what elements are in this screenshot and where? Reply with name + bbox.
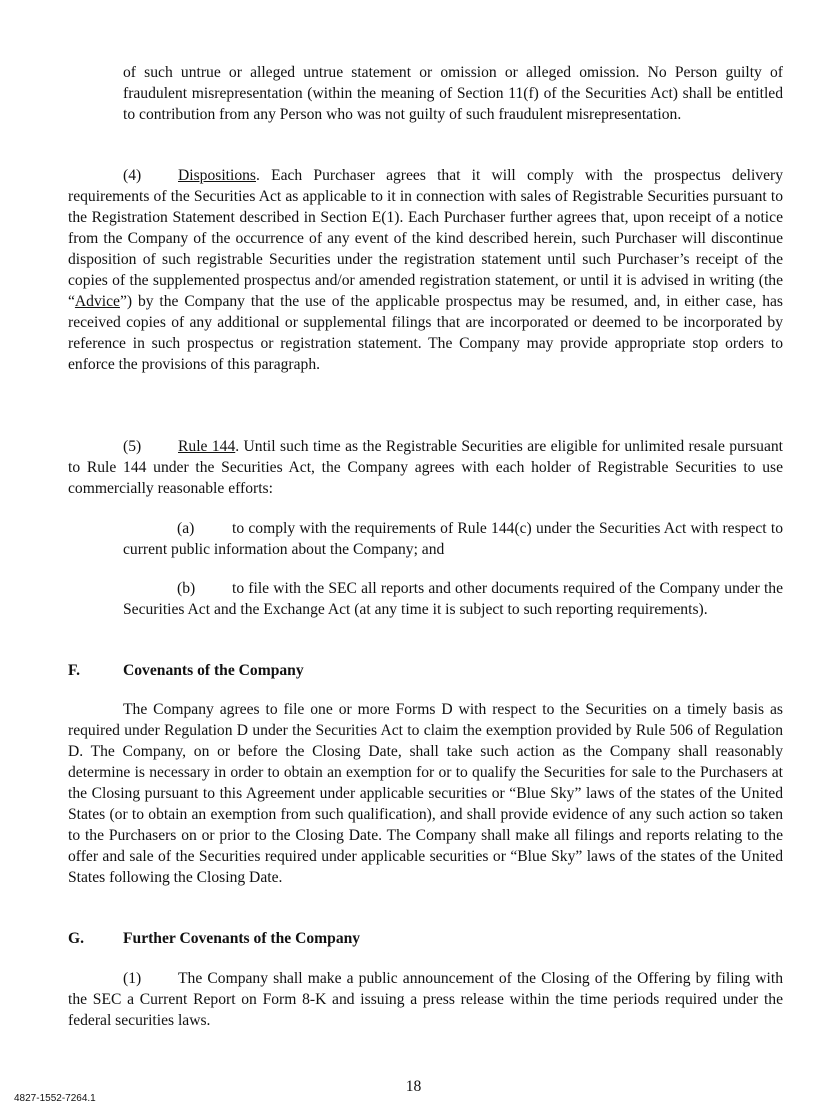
section-g-letter: G. — [68, 930, 85, 947]
paragraph-5-rule-144 — [68, 436, 783, 499]
paragraph-4-title: Dispositions — [178, 167, 256, 184]
paragraph-4-text-b: ”) by the Company that the use of the applicable prospectus may be resumed, and, in either case, has received copies of any additional or supplemental filings that are incorporated or deemed to be incorporated by reference in such prospectus or registration statement. The Company may provide appropriate stop orders to enforce the provisions of this paragraph. — [68, 293, 783, 373]
item-b-label: (b) — [177, 580, 196, 597]
paragraph-5-text: . Until such time as the Registrable Securities are eligible for unlimited resale pursuant to Rule 144 under the Securities Act, the Company agrees with each holder of Registrable Securities to use commercially reasonable efforts: — [68, 438, 784, 497]
section-g-item-1-text: The Company shall make a public announcement of the Closing of the Offering by filing with the SEC a Current Report on Form 8-K and issuing a press release within the time periods required under the federal securities laws. — [68, 970, 783, 1029]
section-g-item-1 — [68, 968, 783, 1031]
continued-paragraph — [123, 62, 783, 125]
section-g-title: Further Covenants of the Company — [123, 930, 361, 947]
section-g-heading — [68, 928, 360, 949]
continued-paragraph-text: of such untrue or alleged untrue statement or omission or alleged omission. No Person guilty of fraudulent misrepresentation (within the meaning of Section 11(f) of the Securities Act) shall be entitled to contribution from any Person who was not guilty of such fraudulent misrepresentation. — [123, 64, 783, 123]
section-g-item-1-number: (1) — [123, 970, 142, 987]
document-id: 4827-1552-7264.1 — [14, 1093, 96, 1104]
item-b-text: to file with the SEC all reports and other documents required of the Company under the Securities Act and the Exchange Act (at any time it is subject to such reporting requirements). — [123, 580, 783, 618]
item-a — [123, 518, 783, 560]
item-b — [123, 578, 783, 620]
paragraph-4-dispositions — [68, 165, 783, 375]
item-a-label: (a) — [177, 520, 195, 537]
advice-defined-term: Advice — [74, 293, 120, 310]
section-f-heading — [68, 660, 304, 681]
paragraph-5-number: (5) — [123, 438, 142, 455]
section-f-paragraph — [68, 699, 783, 888]
page-number: 18 — [405, 1078, 422, 1095]
section-f-title: Covenants of the Company — [123, 662, 304, 679]
paragraph-5-title: Rule 144 — [178, 438, 236, 455]
item-a-text: to comply with the requirements of Rule 144(c) under the Securities Act with respect to current public information about the Company; and — [123, 520, 783, 558]
section-f-text: The Company agrees to file one or more Forms D with respect to the Securities on a timely basis as required under Regulation D under the Securities Act to claim the exemption provided by Rule 506 of Regulation D. The Company, on or before the Closing Date, shall take such action as the Company shall reasonably determine is necessary in order to obtain an exemption for or to qualify the Securities for sale to the Purchasers at the Closing pursuant to this Agreement under applicable securities or “Blue Sky” laws of the states of the United States (or to obtain an exemption from such qualification), and shall provide evidence of any such action so taken to the Purchasers on or prior to the Closing Date. The Company shall make all filings and reports relating to the offer and sale of the Securities required under applicable securities or “Blue Sky” laws of the states of the United States following the Closing Date. — [68, 701, 783, 886]
paragraph-4-text-a: . Each Purchaser agrees that it will comply with the prospectus delivery requirements of the Securities Act as applicable to it in connection with sales of Registrable Securities pursuant to the Registration Statement described in Section E(1). Each Purchaser further agrees that, upon receipt of a notice from the Company of the occurrence of any event of the kind described herein, such Purchaser will discontinue disposition of such registrable Securities under the registration statement until such Purchaser’s receipt of the copies of the supplemented prospectus and/or amended registration statement, or until it is advised in writing (the “ — [68, 167, 783, 310]
paragraph-4-number: (4) — [123, 167, 142, 184]
section-f-letter: F. — [68, 662, 80, 679]
